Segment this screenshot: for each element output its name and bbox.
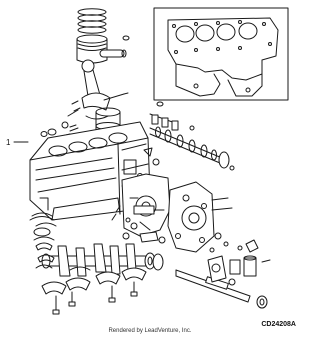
camshaft	[150, 127, 234, 170]
piston	[77, 35, 129, 63]
main-bearing-caps	[42, 267, 146, 294]
piston-rings	[78, 9, 106, 33]
figure-id: CD24208A	[261, 321, 296, 328]
snap-ring	[123, 36, 129, 40]
timing-gear-housing	[168, 182, 232, 252]
gasket-inset	[154, 8, 288, 100]
oil-pump-assembly	[208, 240, 270, 308]
cam-followers	[144, 102, 194, 165]
callout-number: 1	[6, 138, 11, 147]
credit-text: Rendered by LeadVenture, Inc.	[108, 328, 192, 334]
piston-pin	[100, 50, 124, 57]
